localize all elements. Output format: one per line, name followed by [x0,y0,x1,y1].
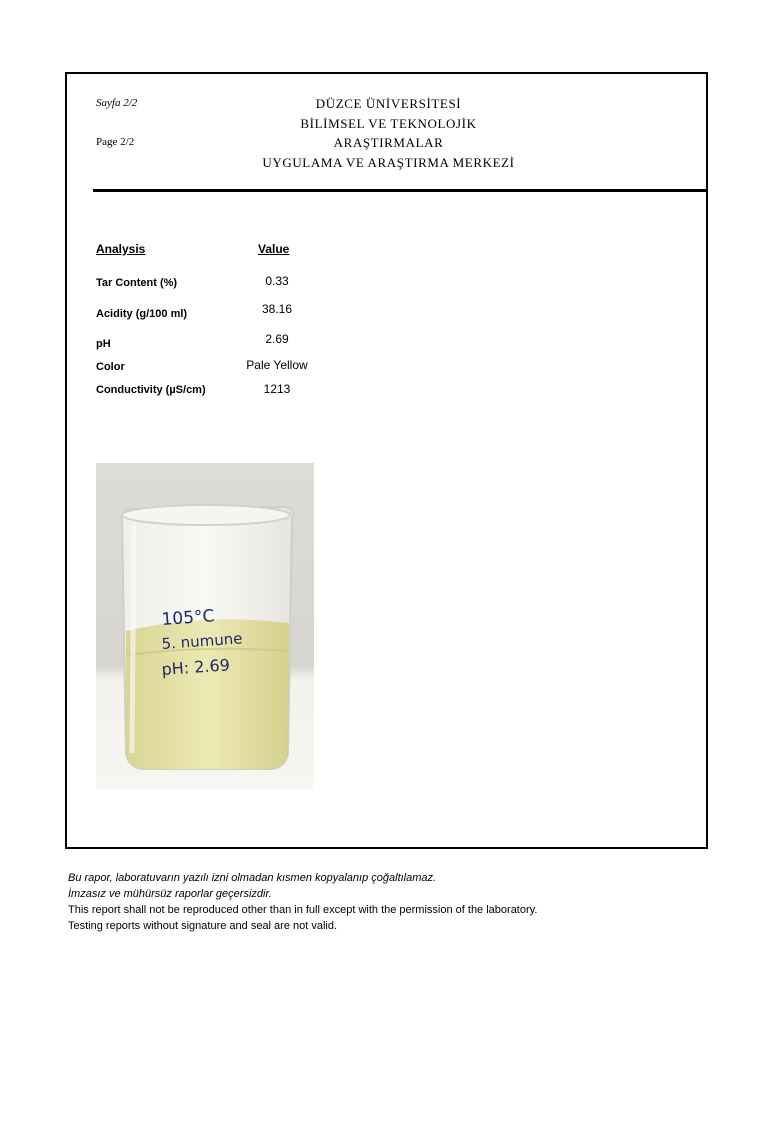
value-column-header: Value [258,242,290,256]
glass-highlight [132,525,134,753]
handwriting-temperature: 105°C [160,606,216,630]
sample-beaker-photo [96,463,314,790]
institution-line-2: BİLİMSEL VE TEKNOLOJİK [300,115,477,131]
row-label-color: Color [96,361,125,373]
row-value-tar-content: 0.33 [265,274,289,288]
handwriting-ph: pH: 2.69 [160,655,231,679]
page-number-tr: Sayfa 2/2 [96,97,138,109]
row-label-ph: pH [96,338,111,350]
report-footer [68,870,537,934]
page-number-en: Page 2/2 [96,136,135,148]
row-value-color: Pale Yellow [246,358,308,372]
footer-tr-line-2: İmzasız ve mühürsüz raporlar geçersizdir. [68,888,272,900]
institution-line-1: DÜZCE ÜNİVERSİTESİ [315,96,462,111]
report-frame [65,72,708,849]
row-value-ph: 2.69 [265,332,289,346]
institution-line-4: UYGULAMA VE ARAŞTIRMA MERKEZİ [262,154,515,170]
beaker-rim [122,505,290,525]
beaker-illustration [96,463,314,790]
footer-en-line-1: This report shall not be reproduced other than in full except with the permission of the laboratory. [68,904,538,916]
header-divider [93,189,708,192]
row-value-acidity: 38.16 [261,302,293,316]
footer-tr-line-1: Bu rapor, laboratuvarın yazılı izni olmadan kısmen kopyalanıp çoğaltılamaz. [68,872,437,884]
row-value-conductivity: 1213 [263,382,291,396]
analysis-column-header: Analysis [96,242,146,256]
institution-line-3: ARAŞTIRMALAR [333,135,444,150]
handwriting-sample-number: 5. numune [161,629,244,653]
row-label-tar-content: Tar Content (%) [96,277,178,289]
institution-name [217,94,560,172]
row-label-conductivity: Conductivity (µS/cm) [96,384,206,396]
row-label-acidity: Acidity (g/100 ml) [96,308,188,320]
footer-en-line-2: Testing reports without signature and seal are not valid. [68,920,338,932]
